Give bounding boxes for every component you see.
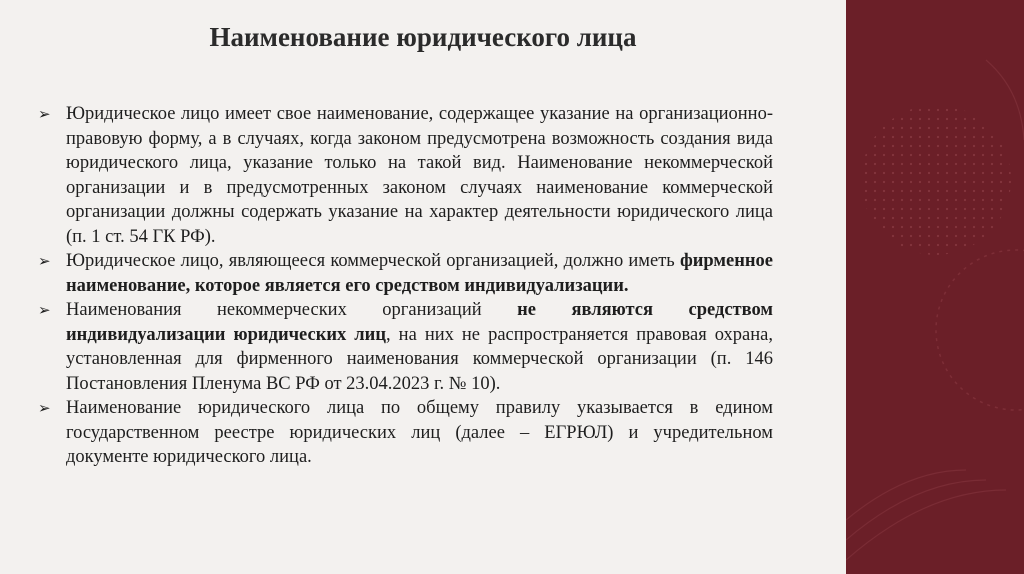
arrow-bullet-icon: ➢ bbox=[38, 105, 51, 123]
arrow-bullet-icon: ➢ bbox=[38, 399, 51, 417]
bullet-text: , на них не распространяется правовая охрана, установленная для фирменного наименования коммерческой организации (п. 146 Постановления Пленума ВС РФ от 23.04.2023 г. № 10). bbox=[66, 324, 773, 394]
arrow-bullet-icon: ➢ bbox=[38, 252, 51, 270]
bullet-item bbox=[38, 298, 773, 396]
bullet-bold-text: не являются средством индивидуализации юридических лиц bbox=[66, 300, 773, 345]
bullet-item bbox=[38, 102, 773, 249]
bullet-bold-text: фирменное наименование, которое является его средством индивидуализации. bbox=[66, 251, 773, 296]
arrow-bullet-icon: ➢ bbox=[38, 301, 51, 319]
bullet-item bbox=[38, 396, 773, 470]
bullet-text: Наименования некоммерческих организаций bbox=[66, 300, 518, 320]
bullet-list bbox=[38, 102, 773, 470]
decorative-pattern-icon bbox=[846, 0, 1024, 574]
bullet-text: Юридическое лицо, являющееся коммерческой организацией, должно иметь bbox=[66, 251, 680, 271]
bullet-item bbox=[38, 249, 773, 298]
slide-title: Наименование юридического лица bbox=[209, 22, 637, 52]
decorative-side-panel bbox=[846, 0, 1024, 574]
bullet-text: Юридическое лицо имеет свое наименование, содержащее указание на организационно-правовую форму, а в случаях, когда законом предусмотрена возможность создания вида юридического лица, указание только на такой вид. Наименование некоммерческой организации и в предусмотренных законом случаях наименование коммерческой организации должны содержать указание на характер деятельности юридического лица (п. 1 ст. 54 ГК РФ). bbox=[66, 104, 773, 247]
bullet-text: Наименование юридического лица по общему правилу указывается в едином государственном реестре юридических лиц (далее – ЕГРЮЛ) и учредительном документе юридического лица. bbox=[66, 398, 773, 467]
